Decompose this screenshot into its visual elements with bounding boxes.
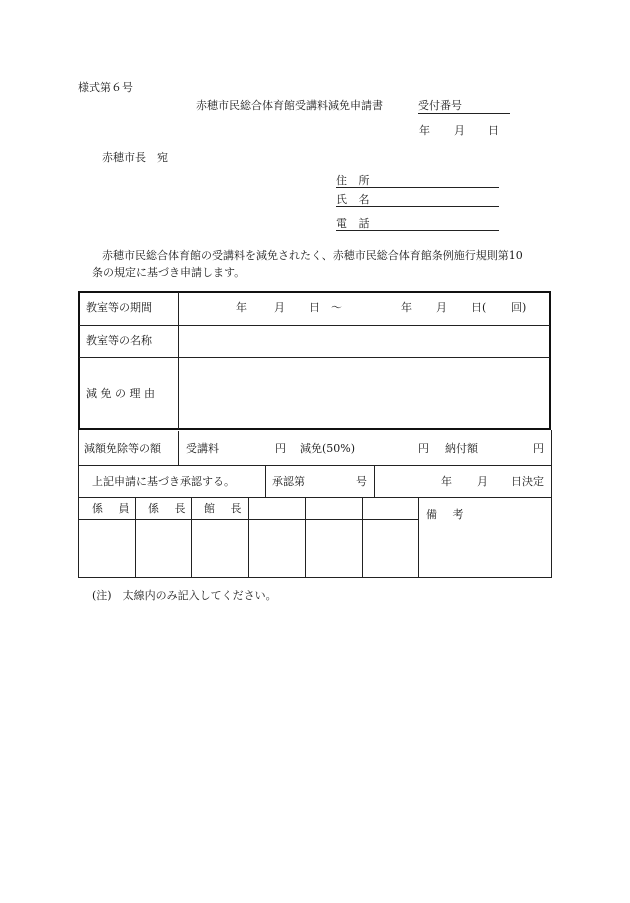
director-header: 館 長 bbox=[204, 502, 248, 515]
period-year-2: 年 bbox=[401, 301, 412, 314]
form-title: 赤穂市民総合体育館受講料減免申請書 bbox=[196, 99, 383, 112]
row-divider bbox=[79, 325, 550, 326]
payment-yen: 円 bbox=[533, 442, 544, 455]
reduction-label: 減免(50%) bbox=[300, 442, 356, 455]
addressee: 赤穂市長 宛 bbox=[102, 151, 168, 164]
body-text-line1: 赤穂市民総合体育館の受講料を減免されたく、赤穂市民総合体育館条例施行規則第10 bbox=[102, 249, 523, 262]
note: (注) 太線内のみ記入してください。 bbox=[92, 589, 277, 602]
period-label: 教室等の期間 bbox=[86, 301, 152, 314]
fee-yen: 円 bbox=[275, 442, 286, 455]
name-field[interactable] bbox=[336, 206, 499, 207]
date-month: 月 bbox=[454, 124, 465, 137]
period-month-1: 月 bbox=[274, 301, 285, 314]
stamp-cell[interactable] bbox=[79, 520, 135, 577]
staff-chief-header: 係 長 bbox=[148, 502, 192, 515]
date-year: 年 bbox=[419, 124, 430, 137]
row-divider bbox=[78, 465, 552, 466]
table-bottom-border bbox=[78, 577, 552, 578]
phone-field[interactable] bbox=[336, 230, 499, 231]
stamp-column-divider bbox=[305, 497, 306, 577]
period-count: 回) bbox=[511, 301, 527, 314]
stamp-cell[interactable] bbox=[136, 520, 191, 577]
body-text-line2: 条の規定に基づき申請します。 bbox=[92, 266, 246, 279]
address-label: 住 所 bbox=[336, 174, 374, 187]
decision-day: 日決定 bbox=[511, 475, 544, 488]
approval-divider bbox=[374, 465, 375, 497]
class-name-label: 教室等の名称 bbox=[86, 334, 152, 347]
approval-divider bbox=[265, 465, 266, 497]
receipt-number-label: 受付番号 bbox=[418, 99, 462, 112]
row-divider bbox=[79, 357, 550, 358]
payment-label: 納付額 bbox=[445, 442, 478, 455]
form-number: 様式第６号 bbox=[78, 81, 133, 94]
staff-member-header: 係 員 bbox=[92, 502, 136, 515]
reduction-yen: 円 bbox=[418, 442, 429, 455]
reason-label: 減 免 の 理 由 bbox=[86, 387, 155, 400]
period-day-1: 日 ～ bbox=[309, 301, 342, 314]
approval-number-suffix: 号 bbox=[356, 475, 367, 488]
period-day-2: 日( bbox=[471, 301, 487, 314]
stamp-column-divider bbox=[248, 497, 249, 577]
amount-label-divider bbox=[178, 431, 179, 465]
name-label: 氏 名 bbox=[336, 193, 374, 206]
address-field[interactable] bbox=[336, 187, 499, 188]
lower-right-border bbox=[551, 430, 552, 578]
remarks-label: 備 考 bbox=[426, 508, 470, 521]
class-name-input[interactable] bbox=[180, 327, 549, 356]
phone-label: 電 話 bbox=[336, 217, 374, 230]
reason-input[interactable] bbox=[180, 359, 549, 428]
period-year-1: 年 bbox=[236, 301, 247, 314]
approval-number-label: 承認第 bbox=[272, 475, 305, 488]
decision-year: 年 bbox=[441, 475, 452, 488]
amount-label: 減額免除等の額 bbox=[84, 442, 161, 455]
period-month-2: 月 bbox=[436, 301, 447, 314]
row-divider bbox=[78, 497, 552, 498]
decision-month: 月 bbox=[477, 475, 488, 488]
date-day: 日 bbox=[488, 124, 499, 137]
receipt-number-underline[interactable] bbox=[418, 113, 510, 114]
label-column-divider bbox=[178, 292, 179, 429]
fee-label: 受講料 bbox=[186, 442, 219, 455]
remarks-input[interactable] bbox=[419, 522, 550, 576]
stamp-cell[interactable] bbox=[192, 520, 248, 577]
approval-text: 上記申請に基づき承認する。 bbox=[92, 475, 235, 488]
stamp-column-divider bbox=[362, 497, 363, 577]
